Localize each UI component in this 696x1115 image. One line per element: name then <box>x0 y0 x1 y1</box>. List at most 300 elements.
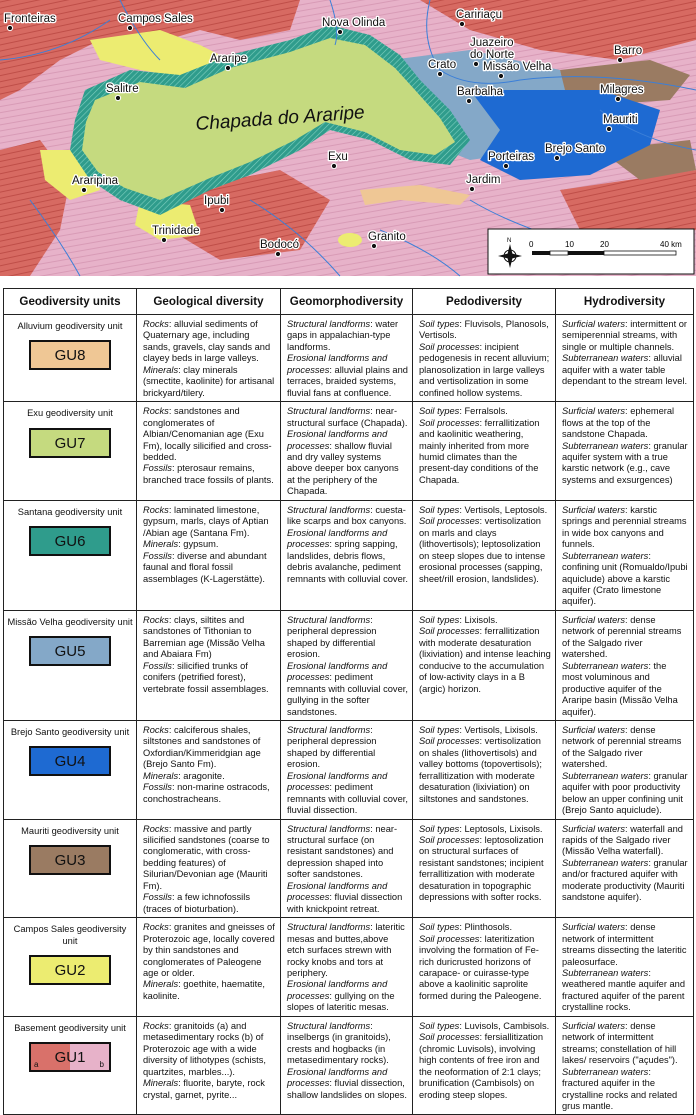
entry-text: : spring sapping, landslides, debris flows, debris avalanche, pediment remnants with colluvial cover. <box>287 539 408 584</box>
entry-label: Soil types <box>419 823 460 834</box>
entry-label: Structural landforms <box>287 823 371 834</box>
entry-text: : waterfall and rapids of the Salgado river (Missão Velha waterfall). <box>562 823 683 857</box>
unit-name: Alluvium geodiversity unit <box>17 321 123 331</box>
place-label: Mauriti <box>603 114 638 126</box>
entry-text: : granitoids (a) and metasedimentary rocks (b) of Proterozoic age with a wide diversity of lithotypes (schists, quartzites, marbles...). <box>143 1020 266 1077</box>
entry-text: : confining unit (Romualdo/Ipubi aquiclude) above a karstic aquifer (Crato limestone aquifer). <box>562 550 688 607</box>
place-label: Campos Sales <box>118 13 193 25</box>
gu2-patch-granito <box>338 233 362 247</box>
cell-entry <box>143 892 276 915</box>
place-dot <box>337 29 342 34</box>
entry-text: : alluvial plains and terraces, braided systems, fluvial fans at confluence. <box>287 364 408 398</box>
unit-cell <box>4 720 137 819</box>
cell-entry <box>143 463 276 486</box>
place-label: Crato <box>428 59 457 71</box>
place-dot <box>606 126 611 131</box>
cell-entry <box>143 782 276 805</box>
cell-entry <box>143 661 276 695</box>
place-label: Granito <box>368 231 406 243</box>
place-label: Barbalha <box>457 86 504 98</box>
entry-text: : pediment remnants with colluvial cover, fluvial dissection. <box>287 782 408 816</box>
entry-label: Rocks <box>143 319 169 329</box>
cell-entry <box>562 406 689 440</box>
entry-text: : laminated limestone, gypsum, marls, clays of Aptian /Abian age (Santana Fm). <box>143 504 269 538</box>
entry-text: : Plinthosols. <box>459 922 513 933</box>
entry-text: : fersiallitization (chromic Luvisols), involving high contents of free iron and the neoformation of 2:1 clays; brunification (Cambisols) on eroding steep slopes. <box>419 1032 544 1100</box>
header-geological: Geological diversity <box>137 289 281 315</box>
cell-entry <box>419 342 551 399</box>
entry-text: : Ferralsols. <box>459 406 508 417</box>
unit-name: Campos Sales geodiversity unit <box>13 924 127 946</box>
cell-entry <box>562 661 689 718</box>
place-label: Bodocó <box>260 239 300 251</box>
cell-entry <box>287 615 408 661</box>
hydro-cell <box>556 500 694 610</box>
entry-text: : karstic springs and perennial streams in wide box canyons and funnels. <box>562 504 687 550</box>
entry-label: Structural landforms <box>287 614 371 625</box>
cell-entry <box>287 725 408 771</box>
entry-label: Structural landforms <box>287 1020 371 1031</box>
geo-cell <box>137 610 281 720</box>
cell-entry <box>287 979 408 1013</box>
geo-cell <box>137 402 281 501</box>
entry-label: Soil types <box>419 504 460 515</box>
unit-cell <box>4 1016 137 1115</box>
geo-cell <box>137 918 281 1017</box>
unit-color-badge: GU8 <box>29 340 111 370</box>
place-label: Exu <box>328 151 348 163</box>
entry-label: Erosional landforms and processes <box>287 979 388 1001</box>
entry-label: Soil types <box>419 724 460 735</box>
cell-entry <box>562 505 689 551</box>
map-scale-box <box>488 229 694 274</box>
entry-text: : ephemeral flows at the top of the sandstone Chapada. <box>562 406 675 440</box>
geomorph-cell <box>281 315 413 402</box>
cell-entry <box>419 505 551 516</box>
entry-text: : non-marine ostracods, conchostracheans. <box>143 782 270 804</box>
entry-text: : fluvial dissection, shallow landslides on slopes. <box>287 1078 407 1100</box>
entry-text: : Lixisols. <box>459 614 498 625</box>
entry-text: : sandstones and conglomerates of Albian/Cenomanian age (Exu Fm), locally silicified and cross-bedded. <box>143 406 272 462</box>
unit-name: Exu geodiversity unit <box>27 408 113 419</box>
cell-entry <box>562 1021 689 1067</box>
entry-label: Rocks <box>143 1020 169 1031</box>
geomorph-cell <box>281 720 413 819</box>
place-label: Brejo Santo <box>545 143 606 155</box>
place-label: Porteiras <box>488 151 535 163</box>
cell-entry <box>287 1067 408 1101</box>
unit-cell <box>4 610 137 720</box>
entry-text: : fluvial dissection with knickpoint retreat. <box>287 892 403 914</box>
entry-label: Surficial waters <box>562 614 626 625</box>
cell-entry <box>143 1021 276 1078</box>
cell-entry <box>562 922 689 968</box>
entry-text: : Luvisols, Cambisols. <box>459 1020 550 1031</box>
entry-label: Soil processes <box>419 626 480 637</box>
entry-text: : weathered mantle aquifer and fractured aquifer of the parent crystalline rocks. <box>562 968 686 1013</box>
place-dot <box>617 57 622 62</box>
entry-label: Erosional landforms and processes <box>287 880 388 903</box>
entry-text: : vertisolization on marls and clays (lithovertisols); leptosolization on steep slopes due to intense erosional processes (sapping, sheet/rill erosion, landslides). <box>419 516 546 584</box>
unit-cell <box>4 402 137 501</box>
entry-label: Erosional landforms and processes <box>287 660 388 683</box>
place-label: Jardim <box>466 174 501 186</box>
cell-entry <box>419 418 551 487</box>
cell-entry <box>562 725 689 771</box>
entry-label: Soil types <box>419 319 460 329</box>
entry-label: Soil processes <box>419 835 480 846</box>
place-label: Araripe <box>210 53 248 65</box>
unit-color-badge: GU5 <box>29 636 111 666</box>
table-row <box>4 402 694 501</box>
cell-entry <box>287 505 408 528</box>
entry-text: : diverse and abundant faunal and floral fossil assemblages (K-Lagerstätte). <box>143 550 267 584</box>
entry-text: : calciferous shales, siltstones and sandstones of Oxfordian/Kimmeridgian age (Brejo Santo Fm). <box>143 724 261 770</box>
cell-entry <box>562 319 689 353</box>
place-label: Salitre <box>106 83 139 95</box>
cell-entry <box>143 406 276 463</box>
cell-entry <box>143 922 276 979</box>
cell-entry <box>419 725 551 736</box>
entry-label: Fossils <box>143 463 172 474</box>
entry-text: : peripheral depression shaped by differential erosion. <box>287 724 377 770</box>
unit-name: Mauriti geodiversity unit <box>21 825 119 836</box>
geomorph-cell <box>281 610 413 720</box>
place-dot <box>473 61 478 66</box>
entry-text: : dense network of intermittent streams dissecting the lateritic paleosurface. <box>562 922 687 967</box>
entry-text: : alluvial sediments of Quaternary age, including sands, gravels, clay sands and clayey beds in large valleys. <box>143 319 271 364</box>
cell-entry <box>419 516 551 585</box>
entry-text: : ferrallitization with moderate desaturation (lixiviation) and intense leaching conducive to the accumulation of low-activity clays in a B (argic) horizon. <box>419 626 551 694</box>
place-dot <box>498 73 503 78</box>
entry-text: : peripheral depression shaped by differential erosion. <box>287 614 377 660</box>
place-label: Ipubi <box>204 195 229 207</box>
pedo-cell <box>413 402 556 501</box>
entry-label: Subterranean waters <box>562 770 649 781</box>
geomorph-cell <box>281 1016 413 1115</box>
unit-color-badge: GU7 <box>29 428 111 458</box>
entry-text: : fluorite, baryte, rock crystal, garnet, pyrite... <box>143 1078 265 1100</box>
geo-cell <box>137 500 281 610</box>
cell-entry <box>419 1032 551 1101</box>
hydro-cell <box>556 315 694 402</box>
entry-text: : Fluvisols, Planosols, Vertisols. <box>419 319 549 341</box>
unit-color-badge: GU4 <box>29 746 111 776</box>
place-dot <box>127 25 132 30</box>
entry-text: : Vertisols, Leptosols. <box>459 504 548 515</box>
entry-label: Subterranean waters <box>562 857 649 868</box>
entry-label: Surficial waters <box>562 823 626 834</box>
entry-label: Rocks <box>143 614 169 625</box>
subunit-a-label: a <box>34 1060 39 1070</box>
place-dot <box>275 251 280 256</box>
place-dot <box>469 186 474 191</box>
cell-entry <box>287 1021 408 1067</box>
entry-text: : silicified trunks of conifers (petrified forest), vertebrate fossil assemblages. <box>143 660 269 694</box>
entry-text: : a few ichnofossils (traces of bioturbation). <box>143 892 250 914</box>
cell-entry <box>562 1067 689 1113</box>
entry-label: Soil processes <box>419 1032 480 1043</box>
table-row <box>4 1016 694 1115</box>
cell-entry <box>287 528 408 585</box>
place-dot <box>219 207 224 212</box>
entry-text: : granular aquifer system with a true karstic network (e.g., cave systems and exsurgences) <box>562 440 688 485</box>
cell-entry <box>287 771 408 817</box>
place-dot <box>7 25 12 30</box>
unit-color-badge <box>29 1042 111 1072</box>
place-label: Trinidade <box>152 225 200 237</box>
cell-entry <box>562 551 689 608</box>
entry-text: : granites and gneisses of Proterozoic age, locally covered by thin sandstones and conglomerates of Paleogene age or older. <box>143 922 275 979</box>
unit-name: Santana geodiversity unit <box>17 506 123 517</box>
entry-label: Fossils <box>143 782 172 793</box>
unit-cell <box>4 500 137 610</box>
cell-entry <box>419 319 551 342</box>
subunit-b-label: b <box>99 1060 104 1070</box>
cell-entry <box>562 441 689 487</box>
geomorph-cell <box>281 500 413 610</box>
entry-label: Minerals <box>143 1078 179 1089</box>
place-label: Barro <box>614 45 643 57</box>
table-row <box>4 610 694 720</box>
scale-tick-20: 20 <box>600 240 609 249</box>
entry-label: Erosional landforms and processes <box>287 770 388 793</box>
cell-entry <box>419 615 551 626</box>
entry-text: : ferrallitization and kaolinitic weathering, mainly inherited from more humid climates than the present-day conditions of the Chapada. <box>419 417 540 485</box>
entry-text: : dense network of perennial streams of the Salgado river watershed. <box>562 724 682 770</box>
entry-label: Soil processes <box>419 516 480 527</box>
geological-map <box>0 0 696 276</box>
entry-label: Structural landforms <box>287 922 371 933</box>
pedo-cell <box>413 1016 556 1115</box>
cell-entry <box>143 979 276 1002</box>
table-row <box>4 315 694 402</box>
cell-entry <box>143 725 276 771</box>
place-label: Fronteiras <box>4 13 56 25</box>
header-geomorpho: Geomorphodiversity <box>281 289 413 315</box>
entry-label: Erosional landforms and processes <box>287 527 388 550</box>
cell-entry <box>143 505 276 539</box>
cell-entry <box>562 771 689 817</box>
pedo-cell <box>413 918 556 1017</box>
unit-color-badge: GU6 <box>29 526 111 556</box>
unit-cell <box>4 918 137 1017</box>
unit-code: GU1 <box>54 1049 86 1067</box>
cell-entry <box>562 968 689 1014</box>
place-dot <box>331 163 336 168</box>
entry-label: Minerals <box>143 770 179 781</box>
cell-entry <box>143 1078 276 1101</box>
entry-label: Erosional landforms and processes <box>287 1066 388 1089</box>
cell-entry <box>419 922 551 933</box>
entry-label: Fossils <box>143 892 172 903</box>
cell-entry <box>562 824 689 858</box>
place-label: Missão Velha <box>483 61 552 73</box>
entry-text: : cuesta-like scarps and box canyons. <box>287 504 407 527</box>
entry-text: : lateritization involving the formation of Fe-rich duricrusted horizons of carapace- or cuirasse-type above a kaolinitic saprolite formed during the Paleogene. <box>419 933 542 1001</box>
entry-text: : lateritic mesas and buttes,above etch surfaces strewn with rocky knobs and tors at periphery. <box>287 922 405 979</box>
cell-entry <box>419 1021 551 1032</box>
entry-label: Rocks <box>143 823 169 834</box>
place-dot <box>459 21 464 26</box>
pedo-cell <box>413 610 556 720</box>
cell-entry <box>419 824 551 835</box>
hydro-cell <box>556 1016 694 1115</box>
entry-text: : alluvial aquifer with a water table dependant to the stream level. <box>562 353 688 387</box>
place-dot <box>371 243 376 248</box>
entry-label: Soil processes <box>419 736 480 747</box>
entry-text: : inselbergs (in granitoids), crests and hogbacks (in metasedimentary rocks). <box>287 1020 391 1066</box>
geo-cell <box>137 720 281 819</box>
entry-label: Surficial waters <box>562 319 626 329</box>
table-row <box>4 720 694 819</box>
geodiversity-table <box>3 288 694 1115</box>
cell-entry <box>287 429 408 498</box>
plateau-label: Chapada do Araripe <box>194 102 366 135</box>
place-dot <box>437 71 442 76</box>
pedo-cell <box>413 819 556 918</box>
hydro-cell <box>556 819 694 918</box>
entry-text: : pterosaur remains, branched trace fossils of plants. <box>143 463 274 485</box>
cell-entry <box>562 353 689 387</box>
north-label: N <box>507 238 512 244</box>
cell-entry <box>287 922 408 979</box>
entry-text: : granular aquifer with poor productivity below an upper confining unit (Brejo Santo aquiclude). <box>562 770 688 816</box>
entry-label: Soil types <box>419 922 460 933</box>
entry-text: : dense network of intermittent streams; constellation of hill lakes/ reservoirs ("açudes"). <box>562 1020 678 1066</box>
place-dot <box>161 237 166 242</box>
table-row <box>4 500 694 610</box>
entry-label: Fossils <box>143 550 172 561</box>
place-dot <box>115 95 120 100</box>
cell-entry <box>562 858 689 904</box>
geo-cell <box>137 315 281 402</box>
entry-text: : near-structural surface (on resistant sandstones) and depression shaped into softer sandstones. <box>287 823 398 880</box>
unit-name: Brejo Santo geodiversity unit <box>10 726 130 737</box>
entry-text: : gypsum. <box>178 539 219 550</box>
entry-text: : intermittent or semiperennial streams, with single or multiple channels. <box>562 319 688 352</box>
place-dot <box>503 163 508 168</box>
entry-text: : aragonite. <box>178 770 225 781</box>
cell-entry <box>419 406 551 417</box>
cell-entry <box>143 365 276 399</box>
geomorph-cell <box>281 918 413 1017</box>
pedo-cell <box>413 720 556 819</box>
entry-label: Minerals <box>143 364 179 375</box>
entry-text: : near-structural surface (Chapada). <box>287 406 408 428</box>
entry-label: Surficial waters <box>562 724 626 735</box>
entry-text: : incipient pedogenesis in recent alluvium; planosolization in large valleys and vertisolization in some confined hollow systems. <box>419 341 550 398</box>
table-row <box>4 918 694 1017</box>
unit-color-badge: GU3 <box>29 845 111 875</box>
cell-entry <box>419 736 551 805</box>
entry-label: Structural landforms <box>287 319 371 329</box>
cell-entry <box>287 406 408 429</box>
entry-label: Surficial waters <box>562 406 626 417</box>
place-dot <box>81 187 86 192</box>
cell-entry <box>287 319 408 353</box>
scale-tick-0: 0 <box>529 240 534 249</box>
map-svg <box>0 0 696 276</box>
entry-label: Soil processes <box>419 933 480 944</box>
entry-label: Fossils <box>143 660 172 671</box>
place-label: Juazeiro do Norte <box>470 37 515 61</box>
cell-entry <box>419 934 551 1003</box>
header-pedo: Pedodiversity <box>413 289 556 315</box>
entry-label: Soil types <box>419 1020 460 1031</box>
hydro-cell <box>556 610 694 720</box>
entry-text: : granular and/or fractured aquifer with moderate productivity (Mauriti sandstone aquifer). <box>562 857 688 903</box>
cell-entry <box>287 881 408 915</box>
entry-label: Subterranean waters <box>562 550 649 561</box>
cell-entry <box>143 539 276 550</box>
entry-label: Minerals <box>143 539 179 550</box>
cell-entry <box>143 615 276 661</box>
entry-text: : water gaps in appalachian-type landforms. <box>287 319 399 352</box>
cell-entry <box>287 661 408 718</box>
header-units: Geodiversity units <box>4 289 137 315</box>
entry-text: : clays, siltites and sandstones of Tithonian to Barremian age (Missão Velha and Abaiara Fm) <box>143 614 265 660</box>
entry-label: Surficial waters <box>562 922 626 933</box>
entry-label: Erosional landforms and processes <box>287 429 388 451</box>
table-header-row <box>4 289 694 315</box>
entry-label: Structural landforms <box>287 504 371 515</box>
cell-entry <box>562 615 689 661</box>
entry-label: Rocks <box>143 504 169 515</box>
hydro-cell <box>556 402 694 501</box>
unit-cell <box>4 819 137 918</box>
header-hydro: Hydrodiversity <box>556 289 694 315</box>
entry-text: : massive and partly silicified sandstones (coarse to conglomeratic, with cross-bedding features) of Silurian/Devonian age (Mauriti Fm). <box>143 823 270 891</box>
cell-entry <box>287 824 408 881</box>
place-label: Araripina <box>72 175 119 187</box>
entry-label: Soil types <box>419 406 460 417</box>
entry-label: Rocks <box>143 724 169 735</box>
scale-tick-40: 40 km <box>660 240 682 249</box>
entry-label: Rocks <box>143 922 169 933</box>
place-dot <box>466 98 471 103</box>
entry-text: : shallow fluvial and dry valley systems above deeper box canyons at the periphery of the Chapada. <box>287 440 399 497</box>
entry-text: : pediment remnants with colluvial cover, gullying in the softer sandstones. <box>287 672 408 717</box>
entry-text: : vertisolization on shales (lithovertisols) and valley bottoms (topovertisols); ferrallitization with moderate desaturation (lixiviation) on siltstones and sandstones. <box>419 736 542 804</box>
cell-entry <box>143 551 276 585</box>
place-label: Milagres <box>600 84 644 96</box>
entry-label: Soil processes <box>419 341 480 352</box>
table-row <box>4 819 694 918</box>
entry-label: Soil types <box>419 614 460 625</box>
entry-label: Erosional landforms and processes <box>287 353 388 375</box>
place-dot <box>225 65 230 70</box>
place-label: Caririaçu <box>456 9 503 21</box>
hydro-cell <box>556 720 694 819</box>
cell-entry <box>143 771 276 782</box>
entry-text: : dense network of perennial streams of the Salgado river watershed. <box>562 614 682 660</box>
unit-name: Basement geodiversity unit <box>14 1022 126 1033</box>
cell-entry <box>419 626 551 695</box>
cell-entry <box>419 835 551 904</box>
unit-color-badge: GU2 <box>29 955 111 985</box>
entry-label: Rocks <box>143 406 169 417</box>
entry-label: Structural landforms <box>287 406 371 417</box>
entry-label: Surficial waters <box>562 504 626 515</box>
hydro-cell <box>556 918 694 1017</box>
entry-label: Subterranean waters <box>562 353 649 364</box>
entry-label: Soil processes <box>419 417 480 428</box>
geomorph-cell <box>281 819 413 918</box>
unit-name: Missão Velha geodiversity unit <box>7 616 133 627</box>
geomorph-cell <box>281 402 413 501</box>
entry-text: : gullying on the slopes of lateritic mesas. <box>287 990 395 1013</box>
